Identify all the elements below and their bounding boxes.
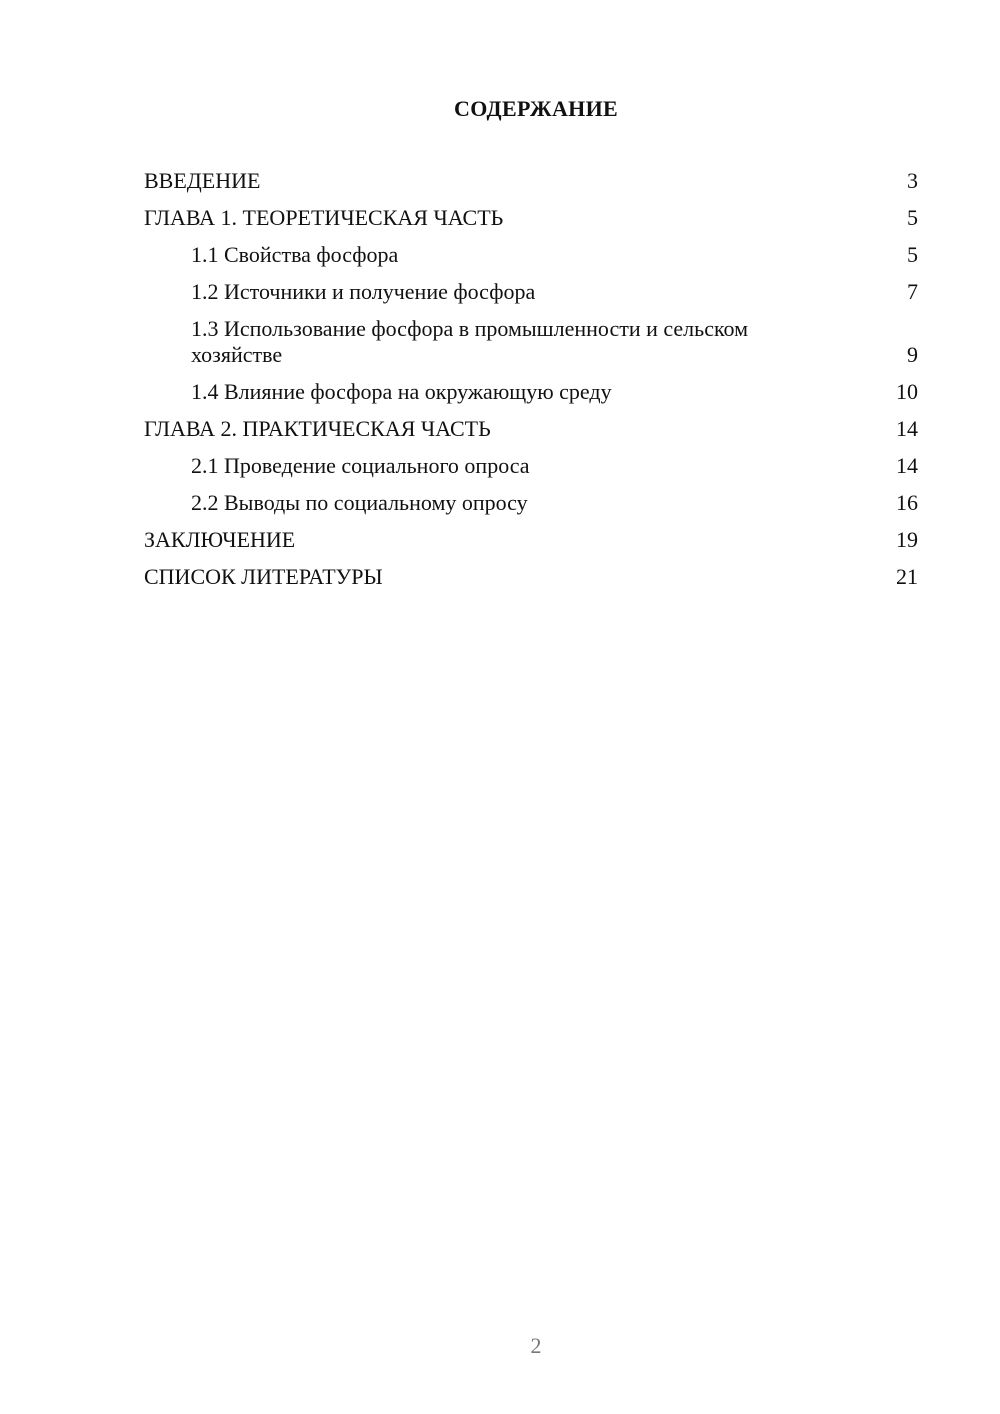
toc-entry-page: 14 [896,416,918,441]
toc-entry-page: 9 [907,342,918,367]
toc-entry-page: 10 [896,379,918,404]
toc-entry-section-1-4[interactable] [144,379,918,405]
toc-entry-page: 19 [896,527,918,552]
toc-entry-label: 2.2 Выводы по социальному опросу [191,490,528,515]
toc-entry-label: 1.1 Свойства фосфора [191,242,399,267]
table-of-contents [144,168,918,601]
toc-entry-section-1-3[interactable] [144,316,918,368]
toc-entry-page: 5 [907,242,918,267]
toc-entry-chapter-1[interactable] [144,205,918,231]
toc-entry-chapter-2[interactable] [144,416,918,442]
toc-entry-section-1-1[interactable] [144,242,918,268]
toc-entry-page: 16 [896,490,918,515]
toc-entry-label: ГЛАВА 1. ТЕОРЕТИЧЕСКАЯ ЧАСТЬ [144,205,504,230]
toc-entry-references[interactable] [144,564,918,590]
toc-entry-label: ВВЕДЕНИЕ [144,168,261,193]
toc-entry-introduction[interactable] [144,168,918,194]
page-title: СОДЕРЖАНИЕ [454,96,618,121]
toc-entry-label: ЗАКЛЮЧЕНИЕ [144,527,296,552]
toc-entry-page: 7 [907,279,918,304]
toc-entry-label: СПИСОК ЛИТЕРАТУРЫ [144,564,383,589]
toc-entry-section-1-2[interactable] [144,279,918,305]
toc-entry-page: 5 [907,205,918,230]
toc-entry-section-2-1[interactable] [144,453,918,479]
toc-entry-label: 1.2 Источники и получение фосфора [191,279,536,304]
toc-entry-label: 1.4 Влияние фосфора на окружающую среду [191,379,612,404]
page-number: 2 [530,1333,542,1358]
toc-entry-page: 14 [896,453,918,478]
toc-entry-conclusion[interactable] [144,527,918,553]
toc-entry-section-2-2[interactable] [144,490,918,516]
toc-entry-page: 3 [907,168,918,193]
toc-entry-label: ГЛАВА 2. ПРАКТИЧЕСКАЯ ЧАСТЬ [144,416,491,441]
toc-entry-label: 2.1 Проведение социального опроса [191,453,530,478]
toc-entry-label: 1.3 Использование фосфора в промышленности и сельском хозяйстве [191,316,749,367]
toc-entry-page: 21 [896,564,918,589]
